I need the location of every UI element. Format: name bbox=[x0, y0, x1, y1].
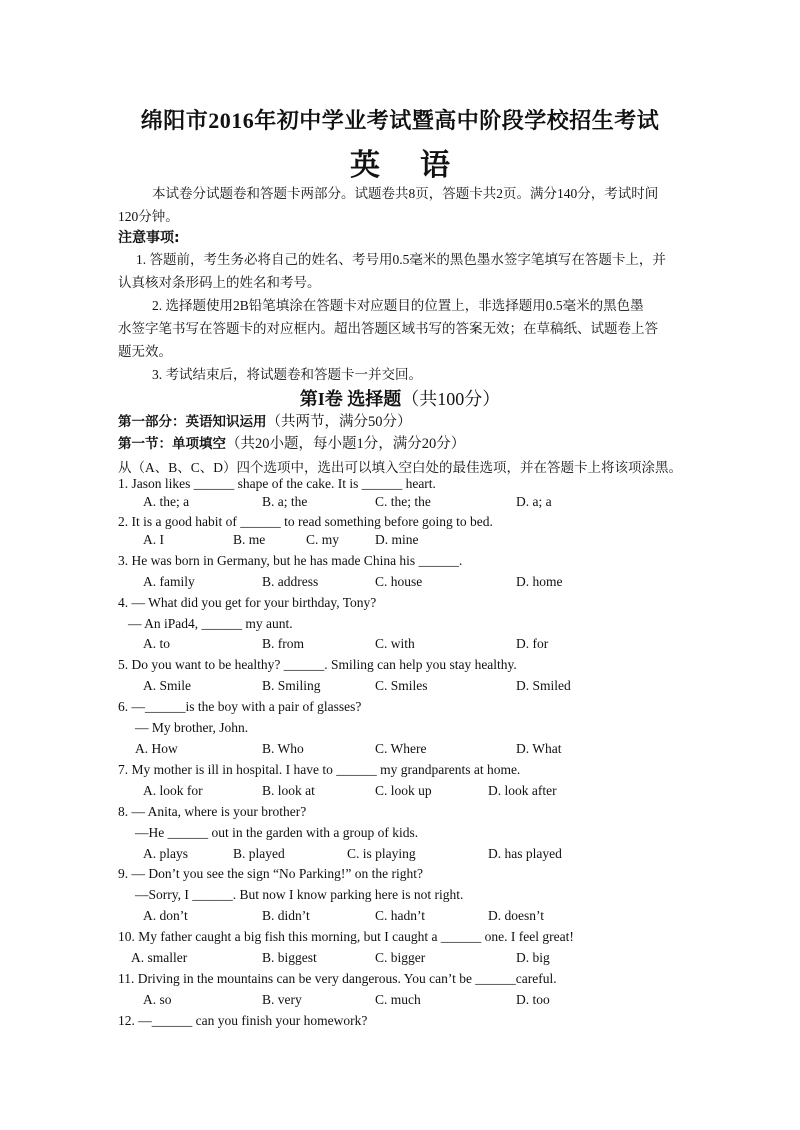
question-10-stem: 10. My father caught a big fish this morning, but I caught a ______ one. I feel great! bbox=[118, 929, 574, 944]
option-a: A. so bbox=[143, 992, 172, 1007]
question-3-stem: 3. He was born in Germany, but he has made China his ______. bbox=[118, 553, 463, 568]
question-4-options bbox=[0, 636, 800, 656]
option-d: D. big bbox=[516, 950, 550, 965]
option-d: D. Smiled bbox=[516, 678, 571, 693]
option-a: A. smaller bbox=[131, 950, 188, 965]
option-a: A. look for bbox=[143, 783, 203, 798]
note-2-line-a: 2. 选择题使用2B铅笔填涂在答题卡对应题目的位置上，非选择题用0.5毫米的黑色墨 bbox=[152, 298, 644, 313]
option-c: C. Smiles bbox=[375, 678, 428, 693]
question-6-options bbox=[0, 741, 800, 761]
option-c: C. Where bbox=[375, 741, 427, 756]
question-2-options bbox=[0, 532, 800, 552]
note-1-line-b: 认真核对条形码上的姓名和考号。 bbox=[118, 275, 321, 290]
option-d: D. has played bbox=[488, 846, 562, 861]
option-d: D. home bbox=[516, 574, 563, 589]
part-1-label: 第一部分：英语知识运用 bbox=[118, 414, 267, 430]
option-d: D. doesn’t bbox=[488, 908, 544, 923]
question-11-stem: 11. Driving in the mountains can be very dangerous. You can’t be ______careful. bbox=[118, 971, 557, 986]
option-b: B. Smiling bbox=[262, 678, 321, 693]
option-c: C. hadn’t bbox=[375, 908, 425, 923]
note-2-line-b: 水签字笔书写在答题卡的对应框内。超出答题区域书写的答案无效；在草稿纸、试题卷上答 bbox=[118, 321, 658, 336]
exam-title: 绵阳市2016年初中学业考试暨高中阶段学校招生考试 bbox=[140, 108, 660, 133]
option-c: C. is playing bbox=[347, 846, 416, 861]
option-b: B. biggest bbox=[262, 950, 317, 965]
option-a: A. don’t bbox=[143, 908, 188, 923]
question-11-options bbox=[0, 992, 800, 1012]
option-a: A. plays bbox=[143, 846, 188, 861]
question-8-reply: —He ______ out in the garden with a group of kids. bbox=[135, 825, 419, 840]
option-a: A. How bbox=[135, 741, 178, 756]
question-8-stem: 8. — Anita, where is your brother? bbox=[118, 804, 307, 819]
question-5-stem: 5. Do you want to be healthy? ______. Smiling can help you stay healthy. bbox=[118, 657, 517, 672]
section-1-label: 第一节：单项填空 bbox=[118, 436, 226, 452]
subject-title: 英语 bbox=[350, 149, 490, 182]
question-4-stem: 4. — What did you get for your birthday, Tony? bbox=[118, 595, 377, 610]
option-a: A. family bbox=[143, 574, 195, 589]
option-d: D. too bbox=[516, 992, 550, 1007]
question-2-stem: 2. It is a good habit of ______ to read something before going to bed. bbox=[118, 514, 493, 529]
note-3: 3. 考试结束后，将试题卷和答题卡一并交回。 bbox=[152, 367, 422, 382]
question-1-stem: 1. Jason likes ______ shape of the cake. It is ______ heart. bbox=[118, 476, 436, 491]
option-c: C. my bbox=[306, 532, 340, 547]
option-b: B. Who bbox=[262, 741, 304, 756]
option-b: B. from bbox=[262, 636, 304, 651]
question-6-stem: 6. —______is the boy with a pair of glasses? bbox=[118, 699, 362, 714]
option-a: A. to bbox=[143, 636, 170, 651]
option-a: A. Smile bbox=[143, 678, 192, 693]
option-a: A. I bbox=[143, 532, 164, 547]
note-2-line-c: 题无效。 bbox=[118, 344, 172, 359]
question-7-options bbox=[0, 783, 800, 803]
option-b: B. address bbox=[262, 574, 319, 589]
question-3-options bbox=[0, 574, 800, 594]
intro-line-1: 本试卷分试题卷和答题卡两部分。试题卷共8页，答题卡共2页。满分140分，考试时间 bbox=[152, 186, 659, 201]
option-c: C. the; the bbox=[375, 494, 431, 509]
question-8-options bbox=[0, 846, 800, 866]
question-5-options bbox=[0, 678, 800, 698]
question-6-reply: — My brother, John. bbox=[135, 720, 249, 735]
question-4-reply: — An iPad4, ______ my aunt. bbox=[128, 616, 293, 631]
question-1-options bbox=[0, 494, 800, 514]
part-1-detail: （共两节，满分50分） bbox=[266, 414, 412, 430]
section-1-heading bbox=[118, 432, 465, 453]
instruction: 从（A、B、C、D）四个选项中，选出可以填入空白处的最佳选项，并在答题卡上将该项涂黑。 bbox=[118, 460, 683, 475]
option-b: B. a; the bbox=[262, 494, 308, 509]
question-7-stem: 7. My mother is ill in hospital. I have to ______ my grandparents at home. bbox=[118, 762, 521, 777]
question-12-stem: 12. —______ can you finish your homework? bbox=[118, 1013, 368, 1028]
option-b: B. played bbox=[233, 846, 285, 861]
question-10-options bbox=[0, 950, 800, 970]
part-1-heading bbox=[118, 410, 412, 431]
option-b: B. very bbox=[262, 992, 302, 1007]
section-1-detail: （共20小题，每小题1分，满分20分） bbox=[226, 436, 466, 452]
option-d: D. mine bbox=[375, 532, 419, 547]
section-score: （共100分） bbox=[401, 389, 501, 409]
option-b: B. me bbox=[233, 532, 266, 547]
option-d: D. What bbox=[516, 741, 562, 756]
option-d: D. look after bbox=[488, 783, 557, 798]
option-d: D. a; a bbox=[516, 494, 552, 509]
option-a: A. the; a bbox=[143, 494, 190, 509]
section-title bbox=[0, 385, 800, 411]
option-b: B. didn’t bbox=[262, 908, 310, 923]
section-title-main: 第I卷 选择题 bbox=[299, 389, 402, 409]
option-b: B. look at bbox=[262, 783, 315, 798]
option-c: C. bigger bbox=[375, 950, 426, 965]
option-c: C. much bbox=[375, 992, 421, 1007]
question-9-reply: —Sorry, I ______. But now I know parking here is not right. bbox=[135, 887, 464, 902]
option-d: D. for bbox=[516, 636, 549, 651]
option-c: C. with bbox=[375, 636, 415, 651]
option-c: C. house bbox=[375, 574, 423, 589]
question-9-options bbox=[0, 908, 800, 928]
option-c: C. look up bbox=[375, 783, 432, 798]
intro-line-2: 120分钟。 bbox=[118, 209, 179, 224]
notes-heading: 注意事项: bbox=[118, 230, 180, 246]
note-1-line-a: 1. 答题前，考生务必将自己的姓名、考号用0.5毫米的黑色墨水签字笔填写在答题卡上，并 bbox=[136, 252, 666, 267]
question-9-stem: 9. — Don’t you see the sign “No Parking!” on the right? bbox=[118, 866, 423, 881]
